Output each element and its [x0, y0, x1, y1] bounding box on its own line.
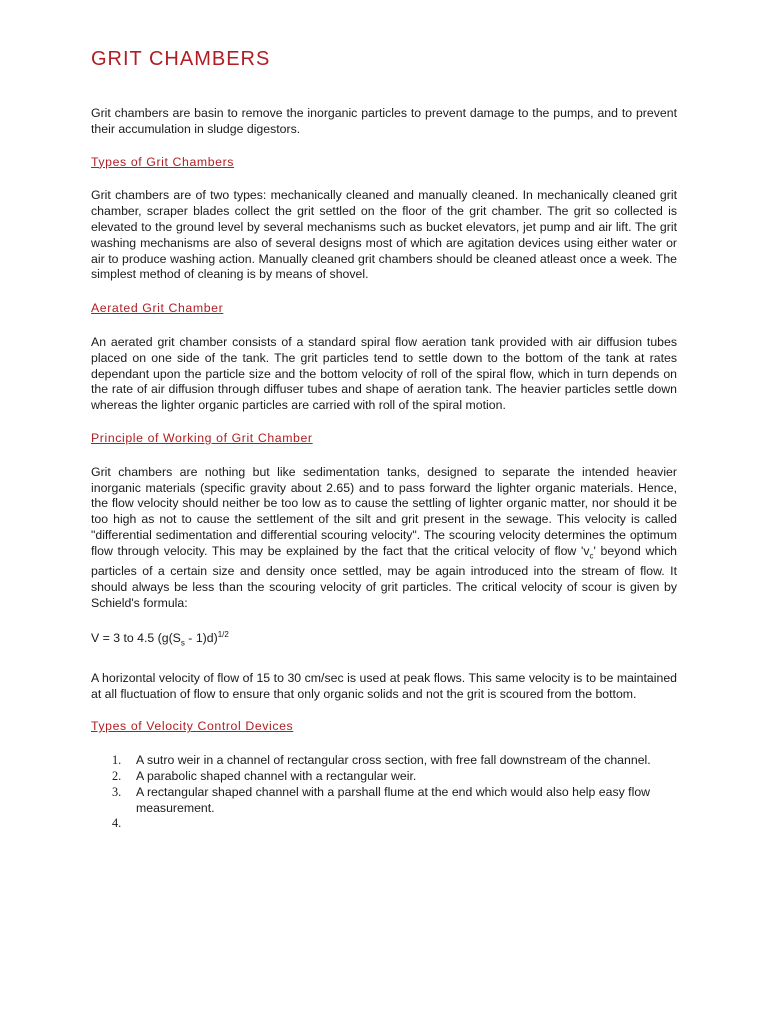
list-item-number: 2.: [112, 768, 122, 783]
section-heading-aerated: [91, 301, 677, 317]
list-item: [91, 769, 677, 785]
section-heading-types-text: Types of Grit Chambers: [91, 154, 235, 169]
formula-subscript: s: [180, 638, 185, 648]
list-item: [91, 753, 677, 769]
list-item-number: 3.: [112, 784, 122, 799]
list-item-number: 4.: [112, 816, 122, 831]
formula-mid: - 1)d): [184, 631, 218, 646]
page-title: GRIT CHAMBERS: [91, 48, 271, 70]
list-item: [91, 816, 677, 832]
section-heading-types: [91, 155, 677, 171]
principle-subscript: c: [589, 551, 594, 561]
principle-text-part2: ' beyond which particles of a certain size and density once settled, may be again introduced into the stream of flow. It should always be less than the scouring velocity of grit particles. The critical velocity of scour is given by Schield's formula:: [91, 543, 677, 610]
section-heading-aerated-text: Aerated Grit Chamber: [91, 301, 224, 316]
list-item-text: A rectangular shaped channel with a parshall flume at the end which would also help easy flow measurement.: [136, 784, 651, 815]
document-page: [91, 0, 677, 832]
velocity-control-devices-list: [91, 753, 677, 832]
intro-paragraph: Grit chambers are basin to remove the inorganic particles to prevent damage to the pumps, and to prevent their accumulation in sludge digestors.: [91, 106, 677, 136]
section-heading-principle: [91, 431, 677, 447]
list-item: [91, 785, 677, 817]
section-body-aerated: An aerated grit chamber consists of a standard spiral flow aeration tank provided with air diffusion tubes placed on one side of the tank. The grit particles tend to settle down to the bottom of the tank at rates dependant upon the particle size and the bottom velocity of roll of the spiral flow, which in turn depends on the rate of air diffusion through diffuser tubes and shape of aeration tank. The heavier particles settle down whereas the lighter organic particles are carried with roll of the spiral motion.: [91, 334, 677, 413]
list-item-number: 1.: [112, 753, 122, 768]
horizontal-velocity-paragraph: A horizontal velocity of flow of 15 to 30 cm/sec is used at peak flows. This same velocity is to be maintained at all fluctuation of flow to ensure that only organic solids and not the grit is scoured from the bottom.: [91, 670, 677, 701]
section-heading-devices-text: Types of Velocity Control Devices: [91, 719, 294, 734]
section-heading-devices: [91, 719, 677, 735]
section-body-types: Grit chambers are of two types: mechanically cleaned and manually cleaned. In mechanically cleaned grit chamber, scraper blades collect the grit settled on the floor of the grit chamber. The grit so collected is elevated to the ground level by several mechanisms such as bucket elevators, jet pump and air lift. The grit washing mechanisms are also of several designs most of which are agitation devices using either water or air to produce washing action. Manually cleaned grit chambers should be cleaned atleast once a week. The simplest method of cleaning is by means of shovel.: [91, 188, 677, 282]
section-heading-principle-text: Principle of Working of Grit Chamber: [91, 430, 313, 445]
list-item-text: A sutro weir in a channel of rectangular cross section, with free fall downstream of the channel.: [136, 753, 651, 768]
list-item-text: A parabolic shaped channel with a rectangular weir.: [136, 768, 417, 783]
principle-text-part1: Grit chambers are nothing but like sedimentation tanks, designed to separate the intended heavier inorganic materials (specific gravity about 2.65) and to pass forward the lighter organic materials. Hence, the flow velocity should neither be too low as to cause the settling of lighter organic matter, nor should it be too high as not to cause the settlement of the silt and grit present in the sewage. This velocity is called "differential sedimentation and differential scouring velocity". The scouring velocity determines the optimum flow through velocity. This may be explained by the fact that the critical velocity of flow 'v: [91, 464, 677, 558]
schield-formula: [91, 627, 677, 651]
section-body-principle: [91, 465, 677, 612]
formula-lhs: V = 3 to 4.5 (g(S: [91, 631, 181, 646]
formula-superscript: 1/2: [217, 630, 229, 640]
